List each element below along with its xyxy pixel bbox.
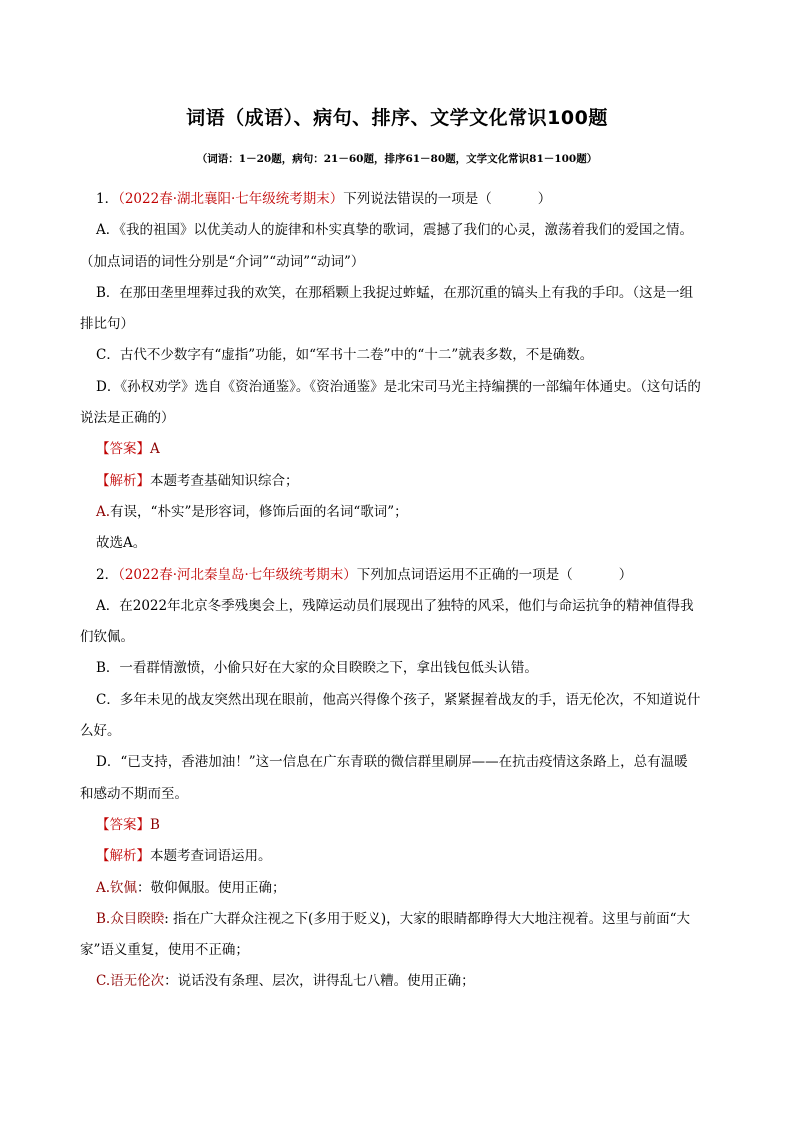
question-1-option-a: A．《我的祖国》以优美动人的旋律和朴实真挚的歌词，震撼了我们的心灵，激荡着我们的爱国之情。 [96, 222, 693, 239]
question-1-option-a-cont: （加点词语的词性分别是“介词”“动词”“动词”） [80, 253, 365, 270]
question-1-stem: 1．（2022春·湖北襄阳·七年级统考期末）下列说法错误的一项是（ ） [96, 191, 552, 207]
question-1-source: （2022春·湖北襄阳·七年级统考期末） [118, 191, 344, 207]
question-2-explanation-c: C.语无伦次：说话没有条理、层次，讲得乱七八糟。使用正确； [96, 973, 475, 990]
question-2-option-a: A．在2022年北京冬季残奥会上，残障运动员们展现出了独特的风采，他们与命运抗争的精神值得我 [96, 597, 694, 614]
question-2-explanation-a: A.钦佩：敬仰佩服。使用正确； [96, 879, 286, 896]
question-1-analysis: 【解析】本题考查基础知识综合； [96, 472, 299, 489]
question-2-option-a-cont: 们钦佩。 [80, 629, 134, 646]
question-2-explanation-b-cont: 家”语义重复，使用不正确； [80, 942, 249, 959]
question-2-source: （2022春·河北秦皇岛·七年级统考期末） [118, 566, 357, 583]
question-2-analysis: 【解析】本题考查词语运用。 [96, 848, 272, 865]
question-1-option-c: C．古代不少数字有“虚指”功能，如“军书十二卷”中的“十二”就表多数，不是确数。 [96, 347, 594, 364]
question-2-option-c: C．多年未见的战友突然出现在眼前，他高兴得像个孩子，紧紧握着战友的手，语无伦次，不知道说什 [96, 691, 701, 708]
question-1-option-b-cont: 排比句） [80, 316, 134, 333]
question-1-option-d: D．《孙权劝学》选自《资治通鉴》。《资治通鉴》是北宋司马光主持编撰的一部编年体通史。（这句话的 [96, 378, 701, 395]
question-2-option-d: D．“已支持，香港加油！”这一信息在广东青联的微信群里刷屏——在抗击疫情这条路上，总有温暖 [96, 754, 688, 771]
question-1-answer: 【答案】A [96, 441, 160, 458]
question-2-option-c-cont: 么好。 [80, 723, 121, 740]
question-1-option-b: B．在那田垄里埋葬过我的欢笑，在那稻颗上我捉过蚱蜢，在那沉重的镐头上有我的手印。（这是一组 [96, 284, 694, 301]
question-1-explanation: A.有误，“朴实”是形容词，修饰后面的名词“歌词”； [96, 503, 408, 520]
question-1-option-d-cont: 说法是正确的） [80, 410, 175, 427]
page-title: 词语（成语）、病句、排序、文学文化常识100题 [186, 107, 608, 129]
question-2-answer: 【答案】B [96, 816, 160, 833]
question-2-explanation-b: B.众目睽睽: 指在广大群众注视之下(多用于贬义)，大家的眼睛都睁得大大地注视着。这里与前面“大 [96, 910, 690, 927]
question-content [80, 184, 722, 998]
question-2-stem: 2．（2022春·河北秦皇岛·七年级统考期末）下列加点词语运用不正确的一项是（ ） [96, 566, 633, 583]
question-2-option-d-cont: 和感动不期而至。 [80, 785, 188, 802]
question-2-option-b: B．一看群情激愤，小偷只好在大家的众目睽睽之下，拿出钱包低头认错。 [96, 660, 538, 677]
question-1-conclusion: 故选A。 [96, 535, 147, 552]
page-subtitle: （词语：1－20题，病句：21－60题，排序61－80题，文学文化常识81－100题） [196, 153, 598, 165]
